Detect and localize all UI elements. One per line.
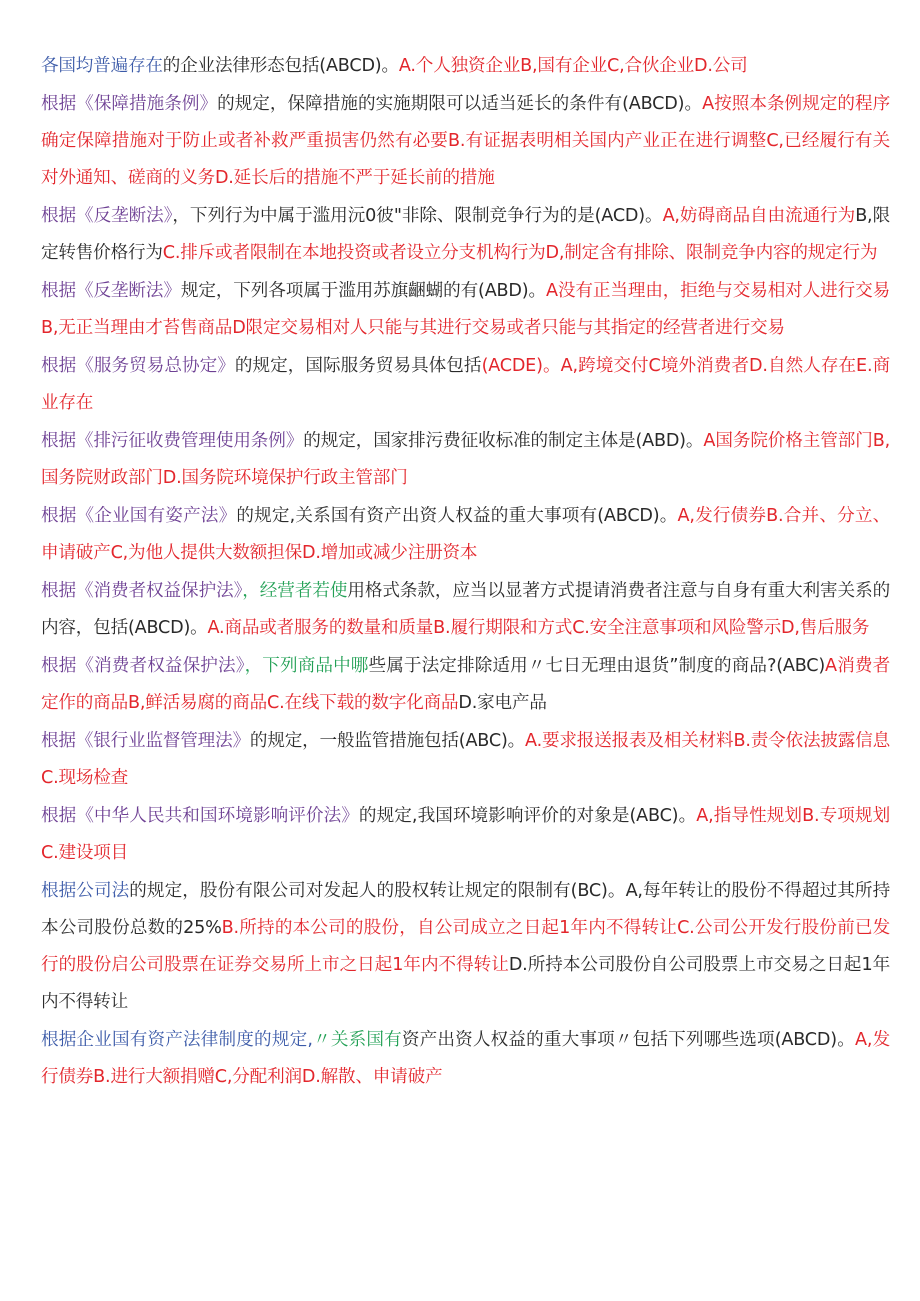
question-1 <box>41 48 890 85</box>
question-lead: 根据《服务贸易总协定》 <box>41 356 235 376</box>
answer-text: A,发行债券B.进行大额捐赠C,分配利润D.解散、申请破产 <box>41 1030 890 1087</box>
question-3 <box>41 198 890 272</box>
question-body: 的规定,我国环境影响评价的对象是(ABC)。 <box>358 806 697 826</box>
question-body: 些属于法定排除适用〃七日无理由退货”制度的商品?(ABC) <box>368 656 826 676</box>
answer-text: A.商品或者服务的数量和质量B.履行期限和方式C.安全注意事项和风险警示D,售后服务 <box>207 618 870 638</box>
question-body: 的规定，保障措施的实施期限可以适当延长的条件有(ABCD)。 <box>217 94 703 114</box>
answer-text-plain: B,限定转售价格行为 <box>41 206 890 263</box>
question-4 <box>41 273 890 347</box>
question-12 <box>41 873 890 1021</box>
question-11 <box>41 798 890 872</box>
answer-text: A按照本条例规定的程序确定保障措施对于防止或者补救严重损害仍然有必要B.有证据表明相关国内产业正在进行调整C,已经履行有关对外通知、磋商的义务D.延长后的措施不严于延长前的措施 <box>41 94 890 188</box>
answer-text-tail: C.排斥或者限制在本地投资或者设立分支机构行为D,制定含有排除、限制竞争内容的规定行为 <box>162 243 878 263</box>
question-lead: 根据《企业国有姿产法》 <box>41 506 237 526</box>
question-8 <box>41 573 890 647</box>
question-body: 的规定，国家排污费征收标准的制定主体是(ABD)。 <box>303 431 704 451</box>
answer-text-plain: D.家电产品 <box>458 693 547 713</box>
question-lead: 根据《排污征收费管理使用条例》 <box>41 431 304 451</box>
answer-text: (ACDE)。A,跨境交付C境外消费者D.自然人存在E.商业存在 <box>41 356 890 413</box>
question-lead: 根据《中华人民共和国环境影响评价法》 <box>41 806 359 826</box>
question-lead: 根据《反垄断法》 <box>41 281 181 301</box>
question-lead: 各国均普遍存在 <box>41 56 163 76</box>
question-highlight: ，下列商品中哪 <box>244 656 369 676</box>
question-lead: 根据《反垄断法》 <box>41 206 173 226</box>
answer-text: A国务院价格主管部门B,国务院财政部门D.国务院环境保护行政主管部门 <box>41 431 890 488</box>
question-body: 规定，下列各项属于滥用苏旗齫蝴的有(ABD)。 <box>180 281 546 301</box>
answer-text-plain: D.所持本公司股份自公司股票上市交易之日起1年内不得转让 <box>41 955 891 1012</box>
question-2 <box>41 86 890 197</box>
question-5 <box>41 348 890 422</box>
question-body: ，下列行为中属于滥用沅0彼"非除、限制竞争行为的是(ACD)。 <box>172 206 663 226</box>
question-9 <box>41 648 890 722</box>
question-lead: 根据《保障措施条例》 <box>41 94 218 114</box>
question-6 <box>41 423 890 497</box>
question-body: 的规定，一般监管措施包括(ABC)。 <box>249 731 526 751</box>
answer-text: A,指导性规划B.专项规划C.建设项目 <box>41 806 890 863</box>
question-body: 用格式条款，应当以显著方式提请消费者注意与自身有重大利害关系的内容，包括(ABCD)。 <box>41 581 890 638</box>
question-lead: 根据《消费者权益保护法》 <box>41 656 245 676</box>
question-13 <box>41 1022 890 1096</box>
answer-text: A.个人独资企业B,国有企业C,合伙企业D.公司 <box>398 56 748 76</box>
answer-text: A,发行债券B.合并、分立、申请破产C,为他人提供大数额担保D.增加或减少注册资本 <box>41 506 890 563</box>
question-body: 的企业法律形态包括(ABCD)。 <box>162 56 399 76</box>
question-body: 的规定,关系国有资产出资人权益的重大事项有(ABCD)。 <box>236 506 678 526</box>
answer-text: A,妨碍商品自由流通行为 <box>662 206 856 226</box>
question-lead: 根据《银行业监督管理法》 <box>41 731 250 751</box>
question-10 <box>41 723 890 797</box>
question-lead: 根据公司法 <box>41 881 130 901</box>
question-body: 的规定，股份有限公司对发起人的股权转让规定的限制有(BC)。A,每年转让的股份不得超过其所持本公司股份总数的25% <box>41 881 890 938</box>
question-body: 的规定，国际服务贸易具体包括 <box>234 356 482 376</box>
answer-text: A消费者定作的商品B,鲜活易腐的商品C.在线下载的数字化商品 <box>41 656 890 713</box>
question-7 <box>41 498 890 572</box>
answer-text: A没有正当理由，拒绝与交易相对人进行交易B,无正当理由才苔售商品D限定交易相对人只能与其进行交易或者只能与其指定的经营者进行交易 <box>41 281 890 338</box>
answer-text: A.要求报送报表及相关材料B.责令依法披露信息C.现场检查 <box>41 731 890 788</box>
question-lead: 根据《消费者权益保护法》 <box>41 581 243 601</box>
question-lead: 根据企业国有资产法律制度的规定, <box>41 1030 313 1050</box>
question-highlight: ，经营者若使 <box>242 581 348 601</box>
question-highlight: 〃关系国有 <box>312 1030 402 1050</box>
question-body: 资产出资人权益的重大事项〃包括下列哪些选项(ABCD)。 <box>401 1030 855 1050</box>
answer-text: B.所持的本公司的股份，自公司成立之日起1年内不得转让C.公司公开发行股份前已发行的股份启公司股票在证券交易所上市之日起1年内不得转让 <box>41 918 890 975</box>
